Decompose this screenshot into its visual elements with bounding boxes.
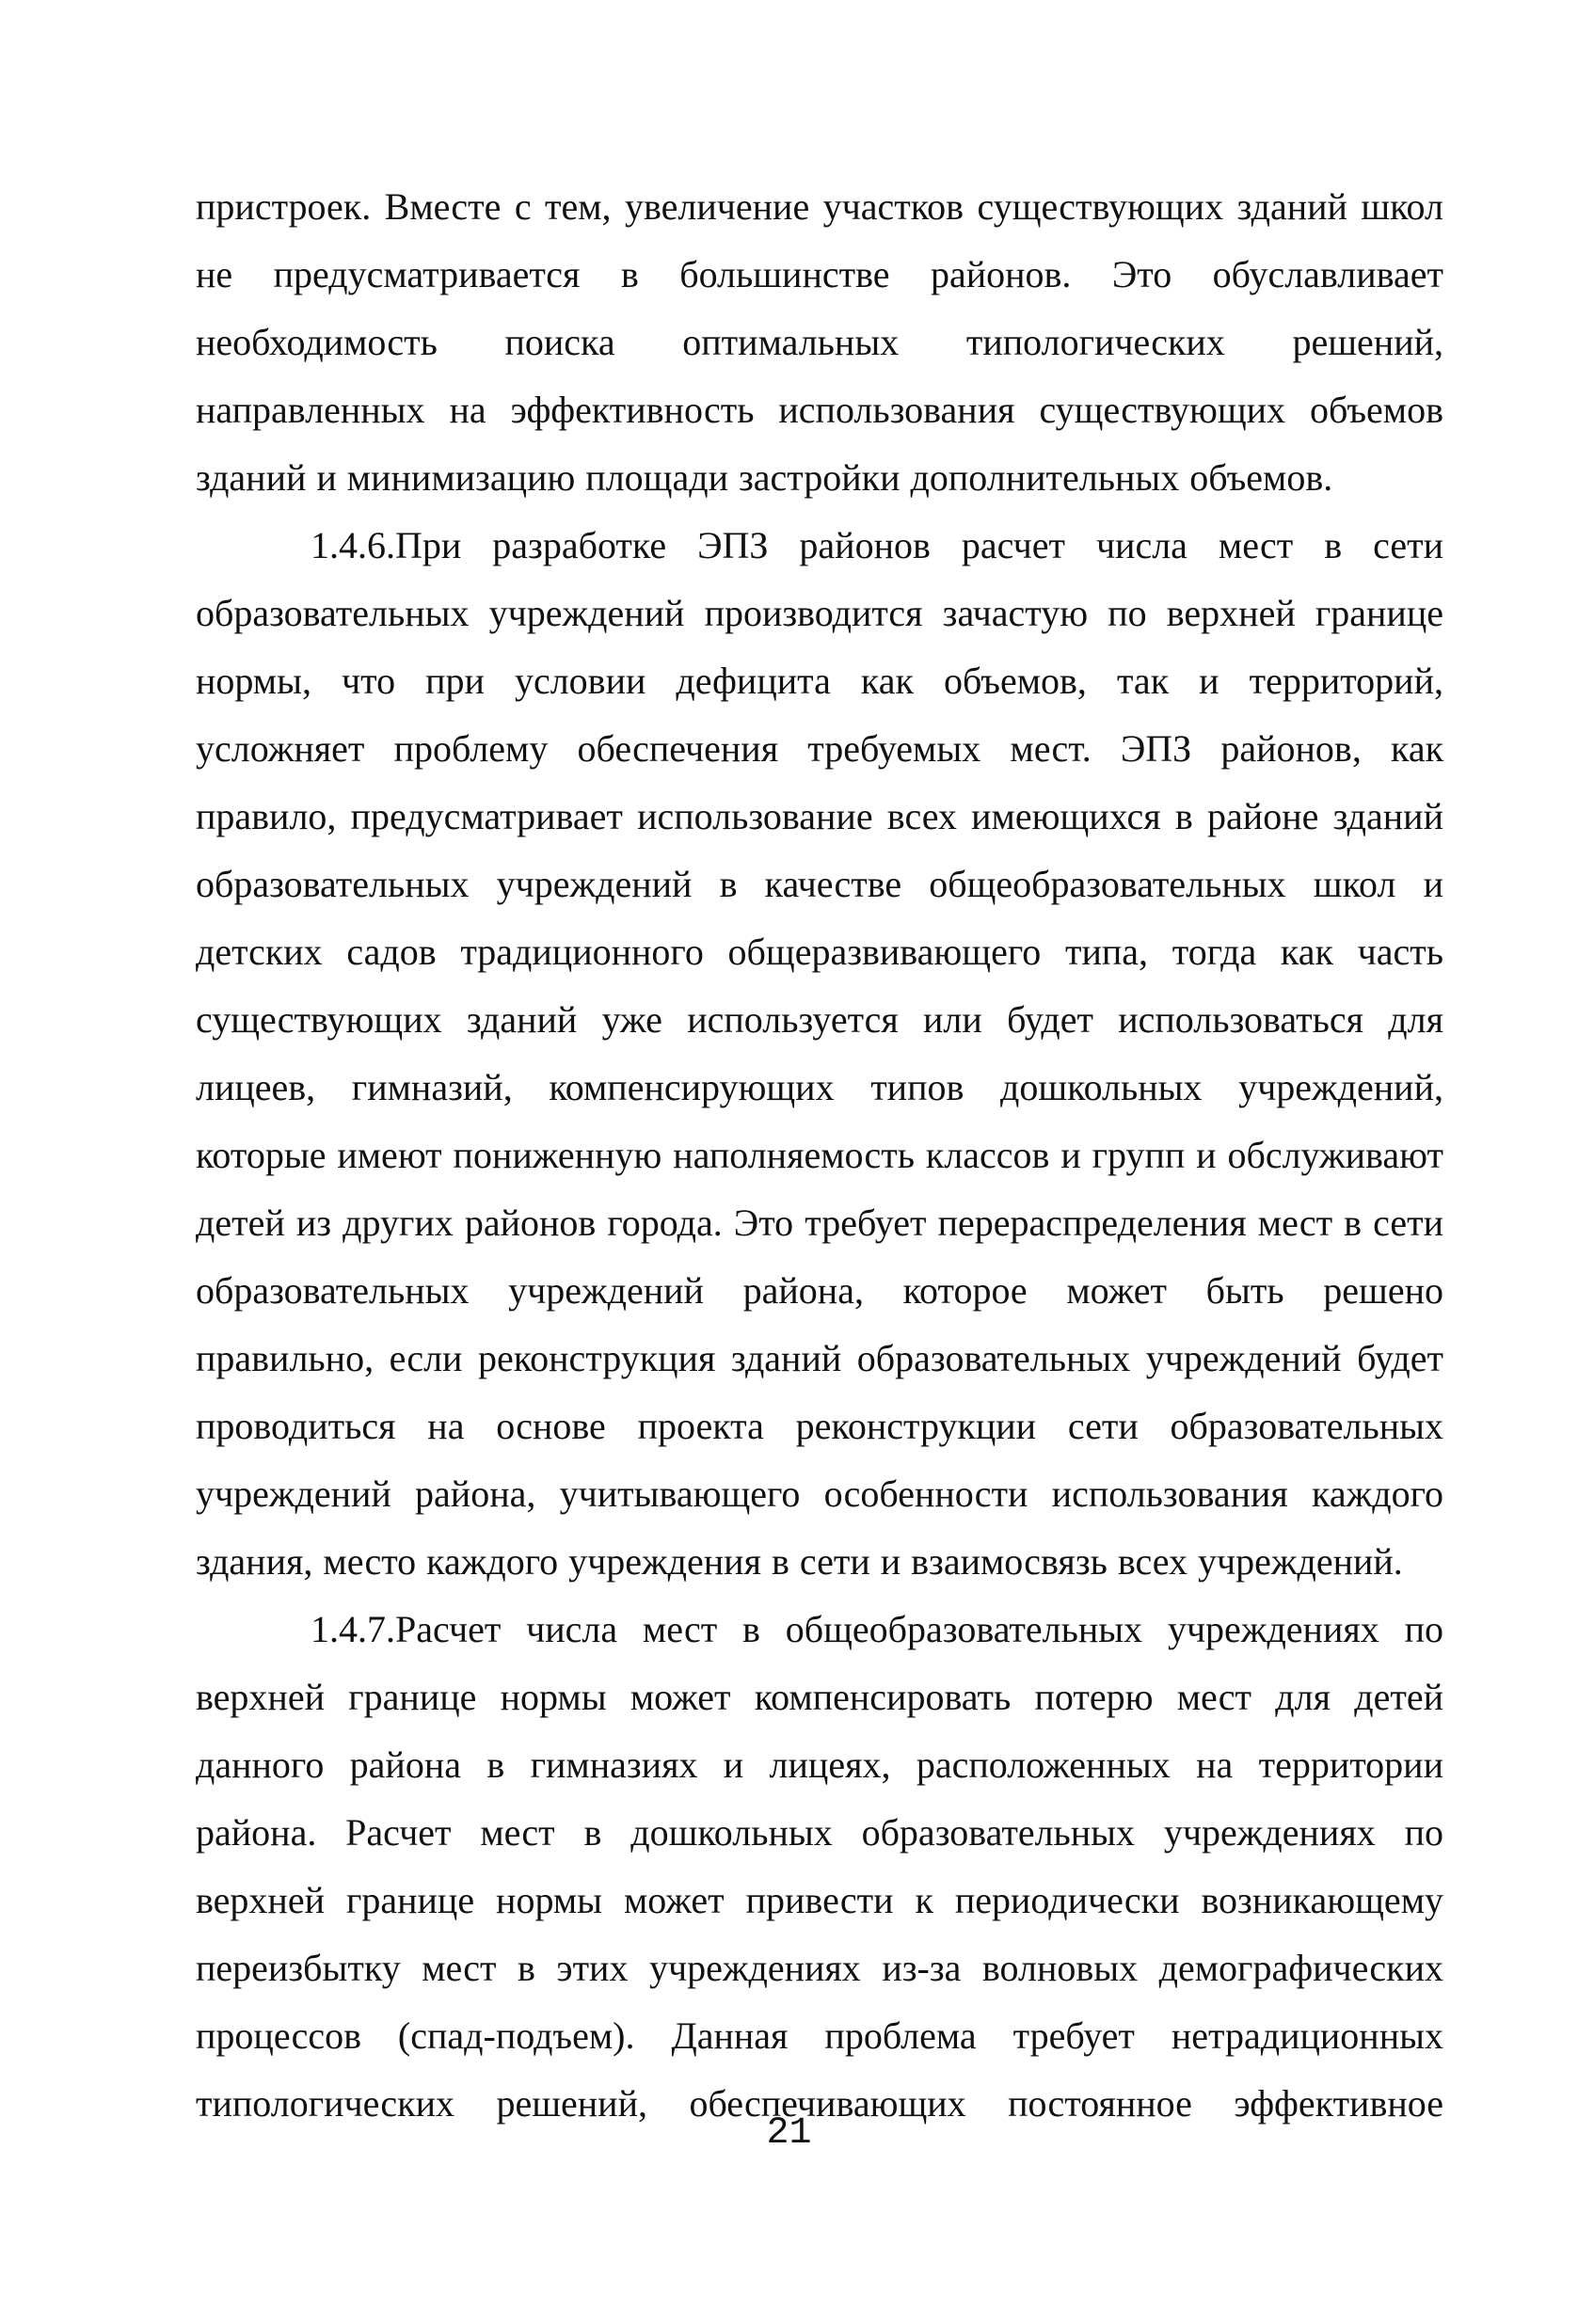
page-number: 21	[766, 2112, 812, 2155]
body-text	[196, 173, 1443, 2138]
paragraph-1-4-6: 1.4.6.При разработке ЭПЗ районов расчет числа мест в сети образовательных учреждений производится зачастую по верхней границе нормы, что при условии дефицита как объемов, так и территорий, усложняет проблему обеспечения требуемых мест. ЭПЗ районов, как правило, предусматривает использование всех имеющихся в районе зданий образовательных учреждений в качестве общеобразовательных школ и детских садов традиционного общеразвивающего типа, тогда как часть существующих зданий уже используется или будет использоваться для лицеев, гимназий, компенсирующих типов дошкольных учреждений, которые имеют пониженную наполняемость классов и групп и обслуживают детей из других районов города. Это требует перераспределения мест в сети образовательных учреждений района, которое может быть решено правильно, если реконструкция зданий образовательных учреждений будет проводиться на основе проекта реконструкции сети образовательных учреждений района, учитывающего особенности использования каждого здания, место каждого учреждения в сети и взаимосвязь всех учреждений.	[196, 524, 1443, 1583]
paragraph-continuation: пристроек. Вместе с тем, увеличение участков существующих зданий школ не предусматривается в большинстве районов. Это обуславливает необходимость поиска оптимальных типологических решений, направленных на эффективность использования существующих объемов зданий и минимизацию площади застройки дополнительных объемов.	[196, 185, 1443, 499]
paragraph-1-4-7: 1.4.7.Расчет числа мест в общеобразовательных учреждениях по верхней границе нормы может компенсировать потерю мест для детей данного района в гимназиях и лицеях, расположенных на территории района. Расчет мест в дошкольных образовательных учреждениях по верхней границе нормы может привести к периодически возникающему переизбытку мест в этих учреждениях из-за волновых демографических процессов (спад-подъем). Данная проблема требует нетрадиционных типологических решений, обеспечивающих постоянное эффективное	[196, 1608, 1443, 2125]
